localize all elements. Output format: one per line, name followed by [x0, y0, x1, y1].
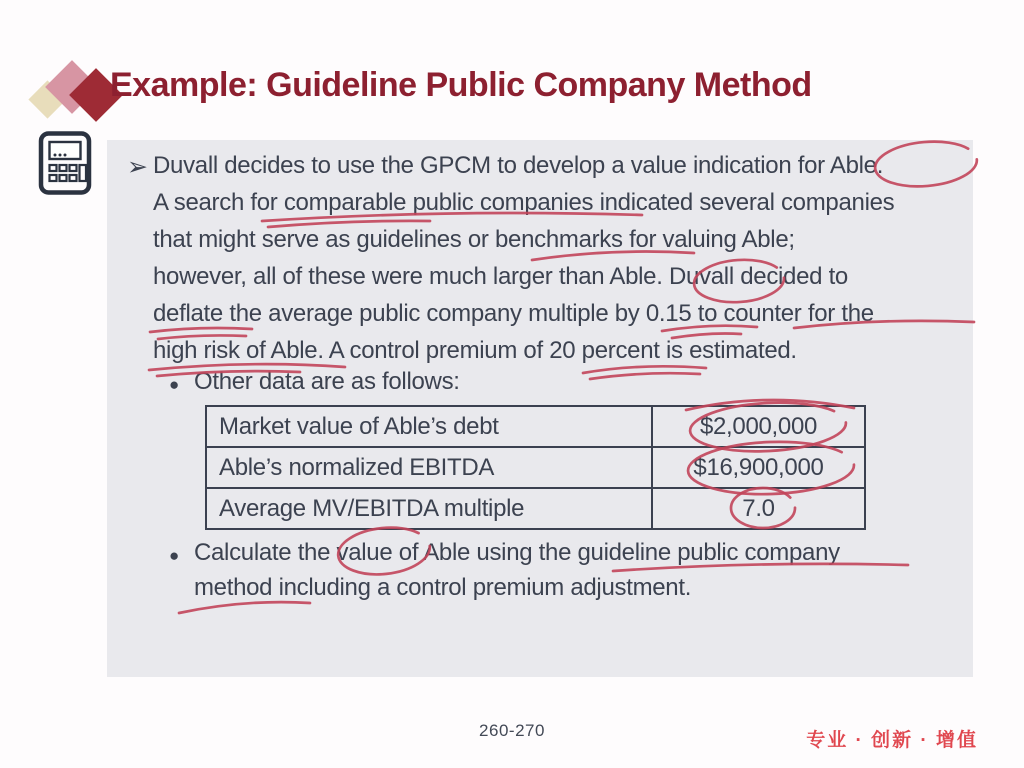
paragraph-line: Duvall decides to use the GPCM to develop a value indication for Able. — [153, 152, 884, 179]
table-row — [207, 407, 864, 448]
bullet-dot-icon: ● — [169, 546, 179, 565]
bullet-other-data-text: Other data are as follows: — [193, 368, 460, 395]
page-number: 260-270 — [479, 721, 545, 740]
table-row — [207, 448, 864, 489]
paragraph-line: A search for comparable public companies indicated several companies — [153, 189, 895, 216]
content-box — [107, 140, 973, 677]
bullet-dot-icon: ● — [169, 375, 179, 394]
table-cell-label: Market value of Able’s debt — [207, 407, 653, 446]
table-cell-label: Average MV/EBITDA multiple — [207, 489, 653, 528]
table-cell-value: 7.0 — [742, 494, 775, 522]
footer-slogan: 专业 · 创新 · 增值 — [806, 730, 978, 751]
table-cell-value: $16,900,000 — [693, 453, 824, 481]
bullet-other-data — [169, 366, 460, 401]
table-cell-label: Able’s normalized EBITDA — [207, 448, 653, 487]
bullet-calculate-text — [194, 535, 840, 605]
slide-title: Example: Guideline Public Company Method — [110, 66, 812, 104]
table-row — [207, 489, 864, 528]
paragraph-line: high risk of Able. A control premium of 20 percent is estimated. — [153, 337, 797, 364]
calculator-icon — [38, 131, 92, 195]
data-table — [205, 405, 866, 530]
bullet-calculate-line: Calculate the value of Able using the guideline public company — [193, 539, 840, 566]
paragraph-line: however, all of these were much larger than Able. Duvall decided to — [153, 263, 848, 290]
table-cell-value: $2,000,000 — [699, 412, 818, 440]
bullet-calculate-line: method including a control premium adjustment. — [193, 574, 692, 601]
paragraph-line: deflate the average public company multiple by 0.15 to counter for the — [153, 300, 874, 327]
paragraph-line: that might serve as guidelines or benchmarks for valuing Able; — [153, 226, 795, 253]
bullet-calculate — [169, 535, 840, 605]
paragraph — [153, 147, 894, 369]
arrow-bullet-icon: ➢ — [127, 153, 148, 181]
